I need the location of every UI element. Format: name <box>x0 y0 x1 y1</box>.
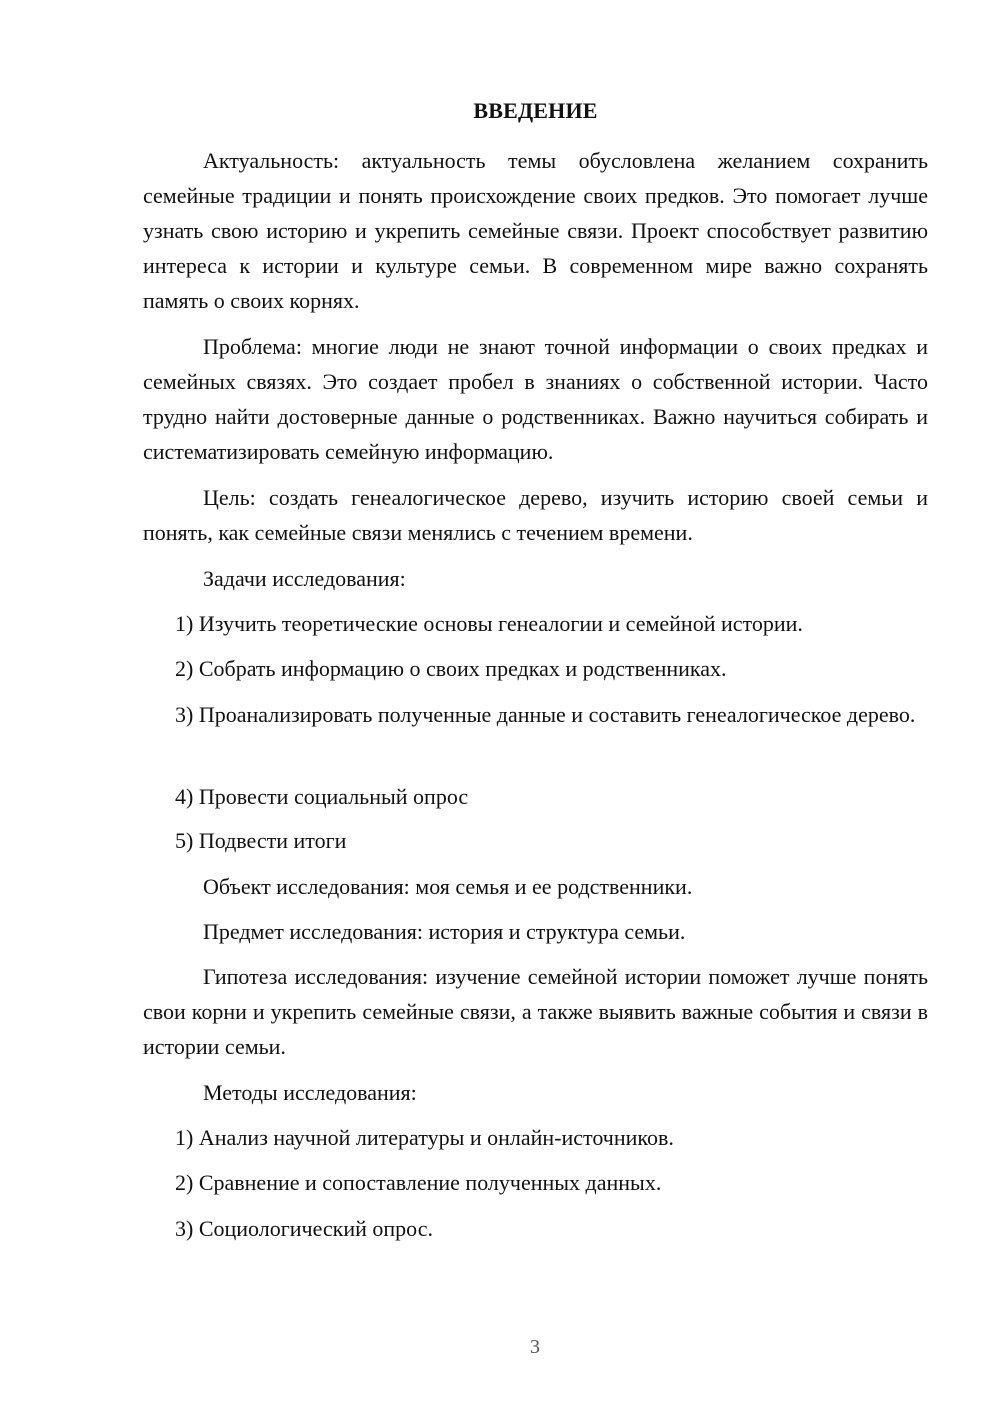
method-item-3: 3) Социологический опрос. <box>175 1216 433 1241</box>
tasks-heading: Задачи исследования: <box>203 566 406 591</box>
task-item-4: 4) Провести социальный опрос <box>175 784 469 809</box>
method-item-1: 1) Анализ научной литературы и онлайн-источников. <box>175 1125 674 1150</box>
paragraph-relevance: Актуальность: актуальность темы обусловлена желанием сохранить семейные традиции и понять происхождение своих предков. Это помогает лучше узнать свою историю и укрепить семейные связи. Проект способствует развитию интереса к истории и культуре семьи. В современном мире важно сохранять память о своих корнях. <box>143 148 928 313</box>
paragraph-problem: Проблема: многие люди не знают точной информации о своих предках и семейных связях. Это создает пробел в знаниях о собственной истории. Часто трудно найти достоверные данные о родственниках. Важно научиться собирать и систематизировать семейную информацию. <box>143 334 928 464</box>
paragraph-hypothesis: Гипотеза исследования: изучение семейной истории поможет лучше понять свои корни и укрепить семейные связи, а также выявить важные события и связи в истории семьи. <box>143 964 928 1059</box>
methods-heading: Методы исследования: <box>203 1080 417 1105</box>
task-item-2: 2) Собрать информацию о своих предках и родственниках. <box>175 656 727 681</box>
paragraph-object: Объект исследования: моя семья и ее родственники. <box>203 874 693 899</box>
task-item-3: 3) Проанализировать полученные данные и составить генеалогическое дерево. <box>175 702 916 727</box>
method-item-2: 2) Сравнение и сопоставление полученных данных. <box>175 1170 662 1195</box>
page-number: 3 <box>530 1336 540 1358</box>
paragraph-subject: Предмет исследования: история и структура семьи. <box>203 919 686 944</box>
paragraph-goal: Цель: создать генеалогическое дерево, изучить историю своей семьи и понять, как семейные связи менялись с течением времени. <box>143 485 928 545</box>
task-item-1: 1) Изучить теоретические основы генеалогии и семейной истории. <box>175 611 803 636</box>
task-item-5: 5) Подвести итоги <box>175 828 347 853</box>
section-title: ВВЕДЕНИЕ <box>473 98 598 123</box>
